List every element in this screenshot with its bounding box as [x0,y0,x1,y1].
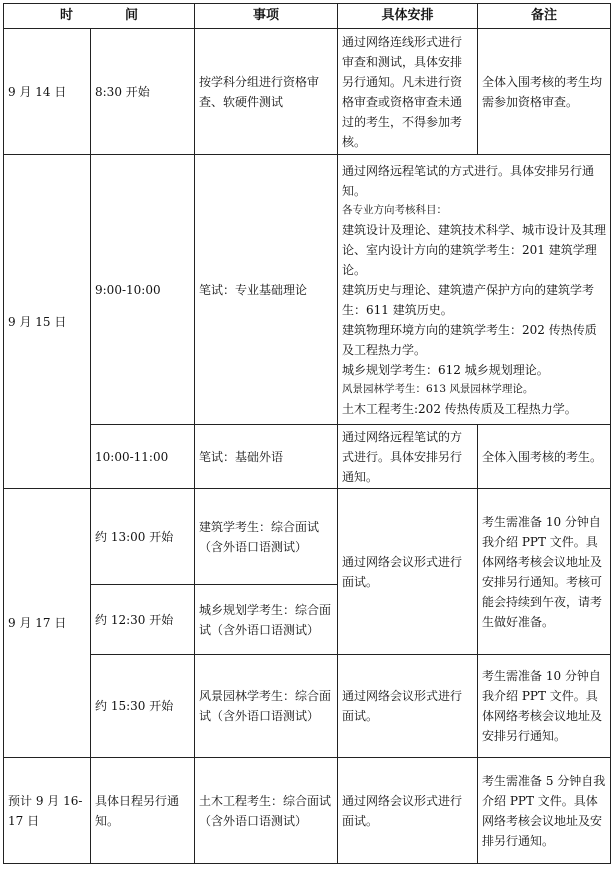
arrangement-intro: 通过网络远程笔试的方式进行。具体安排另行通知。 [342,163,595,198]
header-time [4,4,195,29]
subject-line: 土木工程考生:202 传热传质及工程热力学。 [342,401,577,416]
time-cell: 8:30 开始 [91,29,195,155]
time-cell: 具体日程另行通知。 [91,758,195,864]
header-remarks: 备注 [478,4,611,29]
date-cell: 9 月 15 日 [4,155,91,489]
time-cell: 约 15:30 开始 [91,655,195,758]
arrangement-cell: 通过网络连线形式进行审查和测试，具体安排另行通知。凡未进行资格审查或资格审查未通过的考生，不得参加考核。 [338,29,478,155]
item-cell: 城乡规划学考生：综合面试（含外语口语测试） [195,585,338,655]
schedule-table [3,3,611,864]
date-cell: 预计 9 月 16-17 日 [4,758,91,864]
header-item: 事项 [195,4,338,29]
item-cell: 建筑学考生：综合面试（含外语口语测试） [195,489,338,585]
table-row [4,155,611,425]
time-cell: 约 13:00 开始 [91,489,195,585]
arrangement-cell: 通过网络远程笔试的方式进行。具体安排另行通知。 [338,425,478,489]
remarks-cell: 考生需准备 10 分钟自我介绍 PPT 文件。具体网络考核会议地址及安排另行通知。 [478,655,611,758]
table-row [4,29,611,155]
header-row [4,4,611,29]
header-time-b: 间 [125,8,139,23]
subject-line: 城乡规划学考生：612 城乡规划理论。 [342,362,549,377]
table-row [4,489,611,585]
remarks-cell: 全体入围考核的考生。 [478,425,611,489]
time-cell: 9:00-10:00 [91,155,195,425]
table-row [4,758,611,864]
subject-line: 风景园林学考生：613 风景园林学理论。 [342,382,534,395]
header-arrangement: 具体安排 [338,4,478,29]
item-cell: 笔试：基础外语 [195,425,338,489]
arrangement-cell: 通过网络会议形式进行面试。 [338,758,478,864]
item-cell: 笔试：专业基础理论 [195,155,338,425]
item-cell: 土木工程考生：综合面试（含外语口语测试） [195,758,338,864]
subject-line: 建筑物理环境方向的建筑学考生：202 传热传质及工程热力学。 [342,322,597,357]
remarks-cell: 考生需准备 10 分钟自我介绍 PPT 文件。具体网络考核会议地址及安排另行通知。考核可能会持续到午夜，请考生做好准备。 [478,489,611,655]
header-time-a: 时 [59,8,73,23]
arrangement-cell: 通过网络会议形式进行面试。 [338,489,478,655]
subject-line: 建筑历史与理论、建筑遗产保护方向的建筑学考生：611 建筑历史。 [342,282,595,317]
subject-line: 建筑设计及理论、建筑技术科学、城市设计及其理论、室内设计方向的建筑学考生：201 建筑学理论。 [342,222,607,277]
arrangement-cell: 通过网络会议形式进行面试。 [338,655,478,758]
date-cell: 9 月 17 日 [4,489,91,758]
table-row [4,655,611,758]
item-cell: 风景园林学考生：综合面试（含外语口语测试） [195,655,338,758]
item-cell: 按学科分组进行资格审查、软硬件测试 [195,29,338,155]
subjects-title: 各专业方向考核科目： [342,203,447,216]
time-cell: 约 12:30 开始 [91,585,195,655]
time-cell: 10:00-11:00 [91,425,195,489]
remarks-cell: 全体入围考核的考生均需参加资格审查。 [478,29,611,155]
table-row [4,425,611,489]
arrangement-cell [338,155,611,425]
remarks-cell: 考生需准备 5 分钟自我介绍 PPT 文件。具体网络考核会议地址及安排另行通知。 [478,758,611,864]
date-cell: 9 月 14 日 [4,29,91,155]
